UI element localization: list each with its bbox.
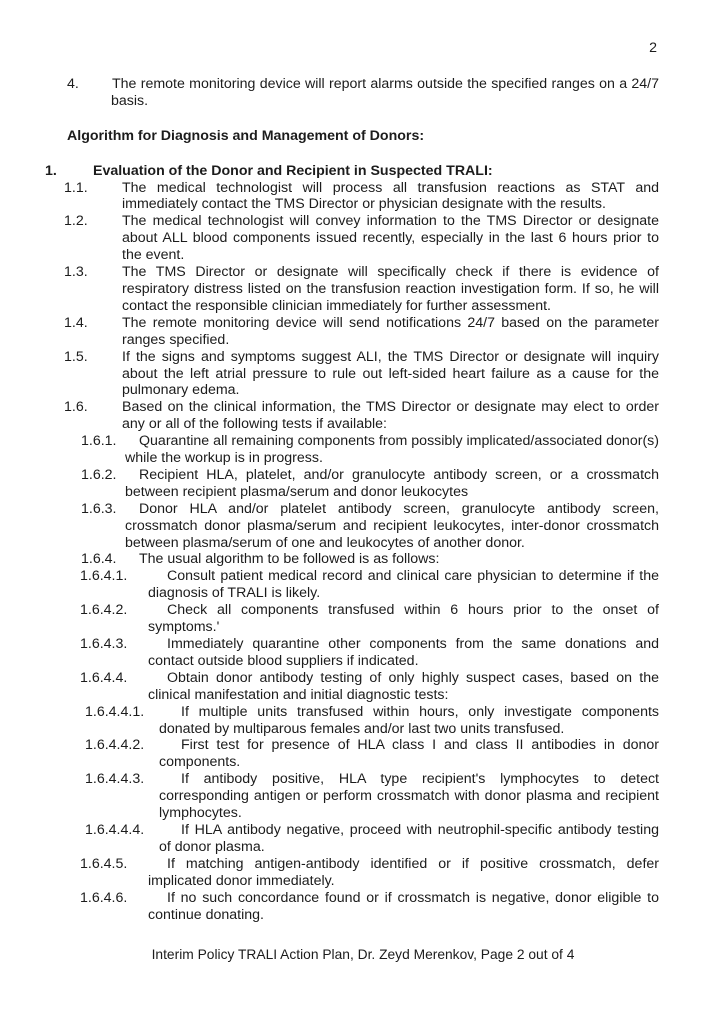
- footer-text: Interim Policy TRALI Action Plan, Dr. Zeyd Merenkov, Page 2 out of 4: [151, 947, 575, 963]
- item-number: 1.6.1.: [81, 433, 117, 450]
- list-item-4: [67, 76, 659, 110]
- list-item-1-5: [64, 348, 659, 400]
- list-item-1-6-1: [67, 433, 659, 467]
- item-text: Consult patient medical record and clinical care physician to determine if the diagnosis of TRALI is likely.: [148, 568, 659, 602]
- item-text: Donor HLA and/or platelet antibody screen, granulocyte antibody screen, crossmatch donor plasma/serum and recipient leukocytes, inter-donor crossmatch between plasma/serum of one and leukocytes of another donor.: [125, 500, 659, 551]
- item-text: If HLA antibody negative, proceed with neutrophil-specific antibody testing of donor plasma.: [159, 821, 659, 855]
- list-item-1-6-4-4: [67, 670, 659, 704]
- item-number: 1.5.: [64, 348, 88, 365]
- item-text: The medical technologist will process all transfusion reactions as STAT and immediately contact the TMS Director or physician designate with the results.: [122, 179, 659, 213]
- item-text: Based on the clinical information, the TMS Director or designate may elect to order any or all of the following tests if available:: [122, 399, 659, 433]
- list-item-1-6-4-6: [67, 890, 659, 924]
- item-text: The remote monitoring device will send notifications 24/7 based on the parameter ranges specified.: [122, 314, 659, 348]
- item-text: If antibody positive, HLA type recipient's lymphocytes to detect corresponding antigen or perform crossmatch with donor plasma and recipient lymphocytes.: [159, 771, 659, 822]
- item-number: 1.6.3.: [81, 500, 117, 517]
- item-text: The TMS Director or designate will specifically check if there is evidence of respiratory distress listed on the transfusion reaction investigation form. If so, he will contact the responsible clinician immediately for further assessment.: [122, 264, 659, 314]
- list-item-1-6-4-1: [67, 568, 659, 602]
- item-text: The remote monitoring device will report alarms outside the specified ranges on a 24/7 basis.: [111, 75, 659, 109]
- list-item-1-6-4-4-2: [67, 737, 659, 771]
- item-number: 1.3.: [64, 264, 88, 281]
- item-text: If matching antigen-antibody identified or if positive crossmatch, defer implicated donor immediately.: [148, 855, 659, 889]
- list-item-1-1: [64, 179, 659, 214]
- item-text: First test for presence of HLA class I and class II antibodies in donor components.: [159, 737, 659, 771]
- item-number: 1.6.2.: [81, 466, 117, 483]
- list-item-1-6-4-5: [67, 856, 659, 890]
- item-text: If no such concordance found or if crossmatch is negative, donor eligible to continue donating.: [148, 889, 659, 923]
- numbered-list: [64, 179, 659, 924]
- list-item-1-6-4-4-1: [67, 704, 659, 738]
- list-item-1-6-2: [67, 467, 659, 501]
- page-number: 2: [649, 40, 657, 56]
- item-number: 1.6.4.4.3.: [85, 771, 145, 788]
- list-item-1-6-3: [67, 501, 659, 552]
- list-item-1-4: [64, 314, 659, 349]
- item-text: If the signs and symptoms suggest ALI, the TMS Director or designate will inquiry about the left atrial pressure to rule out left-sided heart failure as a cause for the pulmonary edema.: [122, 348, 659, 399]
- list-item-1-6-4: [67, 551, 659, 568]
- item-number: 1.6.4.4.1.: [85, 703, 145, 720]
- item-number: 4.: [67, 75, 79, 92]
- list-item-1-3: [64, 264, 659, 315]
- list-item-1-6-4-3: [67, 636, 659, 670]
- item-number: 1.: [45, 162, 57, 179]
- item-text: Recipient HLA, platelet, and/or granulocyte antibody screen, or a crossmatch between recipient plasma/serum and donor leukocytes: [125, 466, 659, 500]
- list-item-1-6-4-2: [67, 602, 659, 636]
- item-number: 1.6.4.6.: [80, 889, 128, 906]
- item-number: 1.6.4.4.: [80, 669, 128, 686]
- item-text: The usual algorithm to be followed is as follows:: [139, 551, 440, 568]
- item-number: 1.6.4.: [81, 551, 117, 568]
- list-item-1-6-4-4-4: [67, 822, 659, 856]
- section-heading: Algorithm for Diagnosis and Management of Donors:: [67, 127, 425, 144]
- item-number: 1.6.4.4.2.: [85, 737, 145, 754]
- item-number: 1.6.4.1.: [80, 568, 128, 585]
- item-number: 1.6.4.5.: [80, 855, 128, 872]
- item-number: 1.6.4.2.: [80, 602, 128, 619]
- item-number: 1.6.: [64, 399, 88, 416]
- item-number: 1.6.4.3.: [80, 636, 128, 652]
- list-item-1-6-4-4-3: [67, 771, 659, 822]
- item-text: Evaluation of the Donor and Recipient in Suspected TRALI:: [93, 162, 493, 179]
- item-number: 1.4.: [64, 314, 88, 331]
- item-text: Obtain donor antibody testing of only highly suspect cases, based on the clinical manifestation and initial diagnostic tests:: [148, 669, 659, 703]
- item-number: 1.6.4.4.4.: [85, 821, 145, 838]
- item-text: If multiple units transfused within hours, only investigate components donated by multiparous females and/or last two units transfused.: [159, 703, 659, 737]
- item-number: 1.2.: [64, 213, 88, 230]
- item-text: Quarantine all remaining components from possibly implicated/associated donor(s) while the workup is in progress.: [125, 433, 659, 467]
- item-text: Immediately quarantine other components from the same donations and contact outside blood suppliers if indicated.: [148, 636, 659, 669]
- item-text: The medical technologist will convey information to the TMS Director or designate about ALL blood components issued recently, especially in the last 6 hours prior to the event.: [122, 213, 659, 264]
- list-item-1-6: [64, 399, 659, 433]
- item-number: 1.1.: [64, 179, 88, 196]
- section-1-title: [45, 162, 659, 180]
- item-text: Check all components transfused within 6 hours prior to the onset of symptoms.': [148, 602, 659, 636]
- list-item-1-2: [64, 213, 659, 264]
